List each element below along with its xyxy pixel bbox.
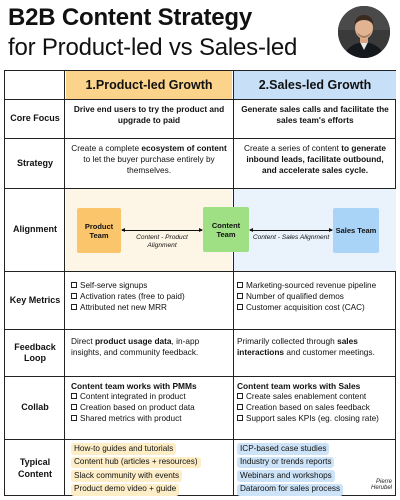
author-signature: Pierre Herubel <box>370 478 392 492</box>
checkbox-icon <box>71 293 77 299</box>
page-subtitle: for Product-led vs Sales-led <box>8 34 298 61</box>
collab-sales-led <box>237 381 379 425</box>
checkbox-icon <box>237 282 243 288</box>
collab-heading: Content team works with Sales <box>237 381 361 391</box>
author-avatar <box>338 6 390 58</box>
edge-label-content-product: Content - Product Alignment <box>136 234 188 249</box>
content-tag: Product demo video + guide <box>71 484 179 496</box>
row-label-key-metrics: Key Metrics <box>9 294 61 305</box>
row-label-strategy: Strategy <box>16 157 53 168</box>
comparison-table <box>4 70 396 496</box>
checkbox-icon <box>237 415 243 421</box>
content-tag: ICP-based case studies <box>237 443 329 455</box>
strategy-sales-led: Create a series of content to generate inbound leads, facilitate outbound, and accelerate sales cycle. <box>243 143 387 175</box>
feedback-loop-sales-led: Primarily collected through sales interactions and customer meetings. <box>237 336 375 357</box>
node-sales-team: Sales Team <box>333 208 379 253</box>
list-item: Attributed net new MRR <box>71 303 185 314</box>
content-tag: Slack community with events <box>71 470 182 482</box>
core-focus-sales-led: Generate sales calls and facilitate the sales team's efforts <box>241 104 389 125</box>
checkbox-icon <box>71 393 77 399</box>
checkbox-icon <box>71 282 77 288</box>
list-item: Content integrated in product <box>71 392 197 403</box>
header <box>0 0 400 66</box>
content-tag: Industry or trends reports <box>237 457 334 469</box>
checkbox-icon <box>237 293 243 299</box>
content-tag: How-to guides and tutorials <box>71 443 176 455</box>
content-tag: Content hub (articles + resources) <box>71 457 201 469</box>
collab-product-led <box>71 381 197 425</box>
column-header-product-led: 1.Product-led Growth <box>66 71 232 99</box>
row-label-typical-content: Typical Content <box>18 457 52 479</box>
list-item: Customer acquisition cost (CAC) <box>237 303 376 314</box>
person-portrait-icon <box>338 6 390 58</box>
list-item: Create sales enablement content <box>237 392 379 403</box>
checkbox-icon <box>71 404 77 410</box>
list-item: Activation rates (free to paid) <box>71 292 185 303</box>
node-content-team: Content Team <box>203 207 249 252</box>
row-label-alignment: Alignment <box>13 224 57 235</box>
strategy-product-led: Create a complete ecosystem of content to let the buyer purchase entirely by themselves. <box>71 143 227 175</box>
checkbox-icon <box>237 393 243 399</box>
typical-content-sales-led <box>237 442 343 497</box>
page-title: B2B Content Strategy <box>8 4 253 31</box>
edge-product-content <box>122 230 202 231</box>
list-item: Number of qualified demos <box>237 292 376 303</box>
node-product-team: Product Team <box>77 208 121 253</box>
checkbox-icon <box>71 304 77 310</box>
edge-label-content-sales: Content - Sales Alignment <box>252 234 330 241</box>
feedback-loop-product-led: Direct product usage data, in-app insights, and community feedback. <box>71 336 200 357</box>
column-header-sales-led: 2.Sales-led Growth <box>234 71 396 99</box>
list-item: Shared metrics with product <box>71 414 197 425</box>
key-metrics-sales-led <box>237 281 376 314</box>
typical-content-product-led <box>71 442 201 497</box>
list-item: Creation based on sales feedback <box>237 403 379 414</box>
list-item: Marketing-sourced revenue pipeline <box>237 281 376 292</box>
list-item: Support sales KPIs (eg. closing rate) <box>237 414 379 425</box>
content-tag: Webinars and workshops <box>237 470 335 482</box>
edge-content-sales <box>250 230 332 231</box>
checkbox-icon <box>71 415 77 421</box>
list-item: Creation based on product data <box>71 403 197 414</box>
content-tag: Dataroom for sales process <box>237 484 343 496</box>
row-label-feedback-loop: Feedback Loop <box>14 341 56 363</box>
row-label-collab: Collab <box>21 402 49 413</box>
list-item: Self-serve signups <box>71 281 185 292</box>
collab-heading: Content team works with PMMs <box>71 381 197 391</box>
core-focus-product-led: Drive end users to try the product and upgrade to paid <box>73 104 225 125</box>
checkbox-icon <box>237 404 243 410</box>
key-metrics-product-led <box>71 281 185 314</box>
column-divider <box>233 71 234 495</box>
row-label-core-focus: Core Focus <box>10 113 60 124</box>
checkbox-icon <box>237 304 243 310</box>
